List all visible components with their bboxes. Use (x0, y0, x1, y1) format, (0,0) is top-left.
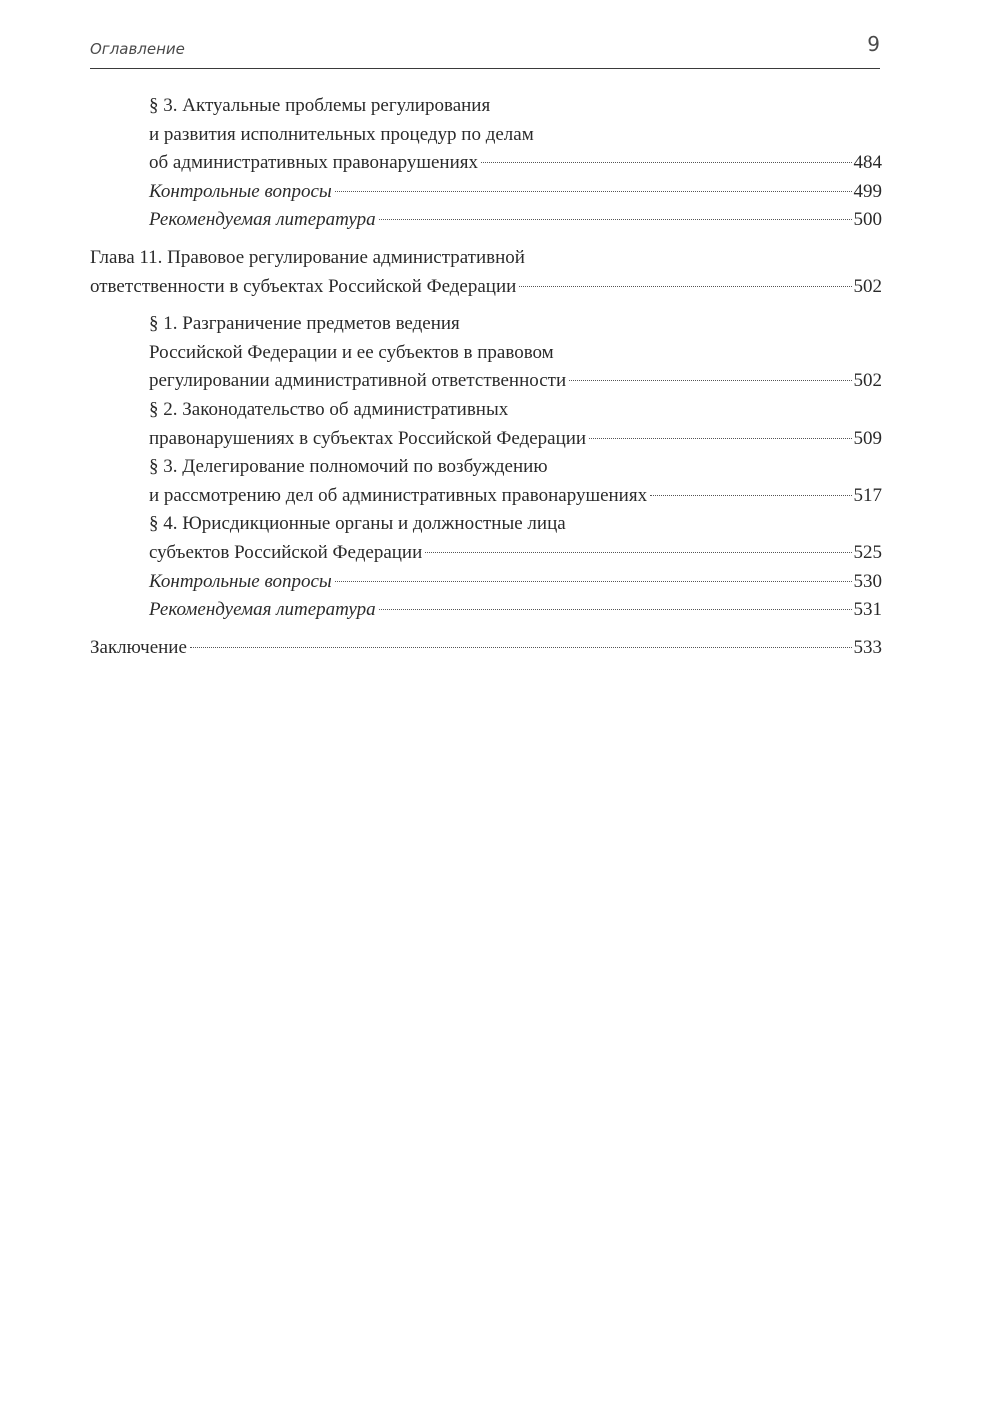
toc-entry-title: Рекомендуемая литература (149, 209, 376, 231)
dot-leader (190, 647, 852, 648)
toc-entry-last-line (149, 568, 882, 597)
toc-entry[interactable] (149, 310, 882, 396)
dot-leader (379, 609, 852, 610)
dot-leader (650, 495, 851, 496)
toc-entry-title: об административных правонарушениях (149, 152, 479, 174)
toc-page-number: 502 (853, 275, 882, 297)
toc-page-number: 499 (853, 180, 882, 202)
toc-entry-last-line (149, 206, 882, 235)
toc-entry-last-line (149, 539, 882, 568)
toc-entry-title: Контрольные вопросы (149, 570, 332, 592)
toc-entry-title: и рассмотрению дел об административных правонарушениях (149, 484, 648, 506)
toc-entry-last-line (149, 367, 882, 396)
toc-entry-line: Российской Федерации и ее субъектов в правовом (149, 341, 554, 363)
header-title: Оглавление (90, 40, 185, 58)
toc-entry-last-line (149, 425, 882, 454)
toc-entry-title: субъектов Российской Федерации (149, 541, 423, 563)
toc-page-number: 530 (853, 570, 882, 592)
dot-leader (481, 162, 851, 163)
page-number: 9 (867, 32, 880, 56)
toc-page-number: 500 (853, 209, 882, 231)
dot-leader (519, 286, 851, 287)
toc-page-number: 509 (853, 427, 882, 449)
toc-entry-line: § 2. Законодательство об административных (149, 398, 509, 420)
toc-entry-title: регулировании административной ответственности (149, 370, 567, 392)
toc-entry-last-line (149, 596, 882, 625)
toc-entry-title: Заключение (90, 636, 187, 658)
toc-page-number: 531 (853, 599, 882, 621)
toc-entry[interactable] (149, 596, 882, 625)
toc-entry[interactable] (149, 396, 882, 453)
toc-entry-line: Глава 11. Правовое регулирование административной (90, 246, 525, 268)
toc-entry-title: ответственности в субъектах Российской Федерации (90, 275, 517, 297)
dot-leader (569, 380, 851, 381)
toc-entry[interactable] (149, 510, 882, 567)
dot-leader (335, 581, 852, 582)
dot-leader (379, 219, 852, 220)
toc-entry-last-line (149, 149, 882, 178)
toc-page-number: 484 (853, 152, 882, 174)
toc-entry-line: и развития исполнительных процедур по делам (149, 123, 534, 145)
toc-page-number: 502 (853, 370, 882, 392)
toc-page-number: 525 (853, 541, 882, 563)
toc-entry-title: Контрольные вопросы (149, 180, 332, 202)
toc-entry-title: Рекомендуемая литература (149, 599, 376, 621)
toc-entry-line: § 1. Разграничение предметов ведения (149, 313, 460, 335)
toc-entry-last-line (149, 482, 882, 511)
toc-entry-last-line (149, 178, 882, 207)
toc-entry[interactable] (149, 206, 882, 235)
toc-entry-last-line (90, 273, 882, 302)
toc-page-number: 517 (853, 484, 882, 506)
toc-chapter-entry[interactable] (90, 634, 882, 663)
toc-chapter-entry[interactable] (90, 244, 882, 301)
toc-entry-line: § 3. Делегирование полномочий по возбуждению (149, 456, 548, 478)
dot-leader (335, 191, 852, 192)
toc-entry-last-line (90, 634, 882, 663)
toc-entry[interactable] (149, 453, 882, 510)
dot-leader (425, 552, 851, 553)
dot-leader (589, 438, 851, 439)
toc-page-number: 533 (853, 636, 882, 658)
toc-entry[interactable] (149, 568, 882, 597)
toc-entry-line: § 3. Актуальные проблемы регулирования (149, 95, 491, 116)
table-of-contents (90, 92, 882, 662)
running-header (90, 32, 880, 69)
toc-entry[interactable] (149, 178, 882, 207)
toc-entry-title: правонарушениях в субъектах Российской Федерации (149, 427, 587, 449)
toc-entry[interactable] (149, 92, 882, 178)
toc-entry-line: § 4. Юрисдикционные органы и должностные лица (149, 513, 566, 535)
